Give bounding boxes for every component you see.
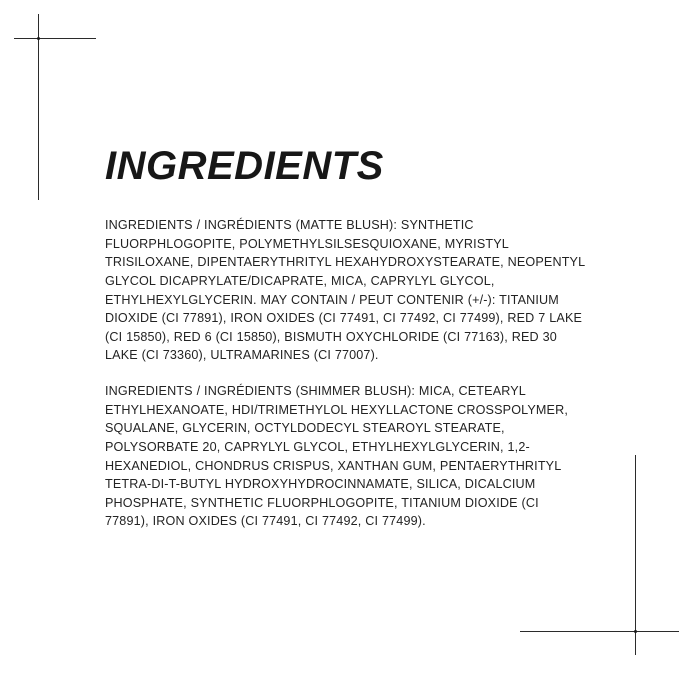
registration-mark-horizontal-line xyxy=(14,38,96,39)
page-title: INGREDIENTS xyxy=(105,144,384,188)
registration-mark-center-dot xyxy=(634,630,637,633)
ingredients-paragraph-matte-blush: INGREDIENTS / INGRÉDIENTS (MATTE BLUSH): SYNTHETIC FLUORPHLOGOPITE, POLYMETHYLSILSESQUIOXANE, MYRISTYL TRISILOXANE, DIPENTAERYTHRITYL HEXAHYDROXYSTEARATE, NEOPENTYL GLYCOL DICAPRYLATE/DICAPRATE, MICA, CAPRYLYL GLYCOL, ETHYLHEXYLGLYCERIN. MAY CONTAIN / PEUT CONTENIR (+/-): TITANIUM DIOXIDE (CI 77891), IRON OXIDES (CI 77491, CI 77492, CI 77499), RED 7 LAKE (CI 15850), RED 6 (CI 15850), BISMUTH OXYCHLORIDE (CI 77163), RED 30 LAKE (CI 73360), ULTRAMARINES (CI 77007). xyxy=(105,218,585,363)
registration-mark-vertical-line xyxy=(38,14,39,200)
registration-mark-top-left xyxy=(0,0,90,200)
registration-mark-center-dot xyxy=(37,37,40,40)
document-content xyxy=(105,146,585,531)
ingredients-paragraph-shimmer-blush: INGREDIENTS / INGRÉDIENTS (SHIMMER BLUSH): MICA, CETEARYL ETHYLHEXANOATE, HDI/TRIMETHYLOL HEXYLLACTONE CROSSPOLYMER, SQUALANE, GLYCERIN, OCTYLDODECYL STEAROYL STEARATE, POLYSORBATE 20, CAPRYLYL GLYCOL, ETHYLHEXYLGLYCERIN, 1,2-HEXANEDIOL, CHONDRUS CRISPUS, XANTHAN GUM, PENTAERYTHRITYL TETRA-DI-T-BUTYL HYDROXYHYDROCINNAMATE, SILICA, DICALCIUM PHOSPHATE, SYNTHETIC FLUORPHLOGOPITE, TITANIUM DIOXIDE (CI 77891), IRON OXIDES (CI 77491, CI 77492, CI 77499). xyxy=(105,384,569,529)
registration-mark-vertical-line xyxy=(635,455,636,655)
registration-mark-horizontal-line xyxy=(520,631,679,632)
